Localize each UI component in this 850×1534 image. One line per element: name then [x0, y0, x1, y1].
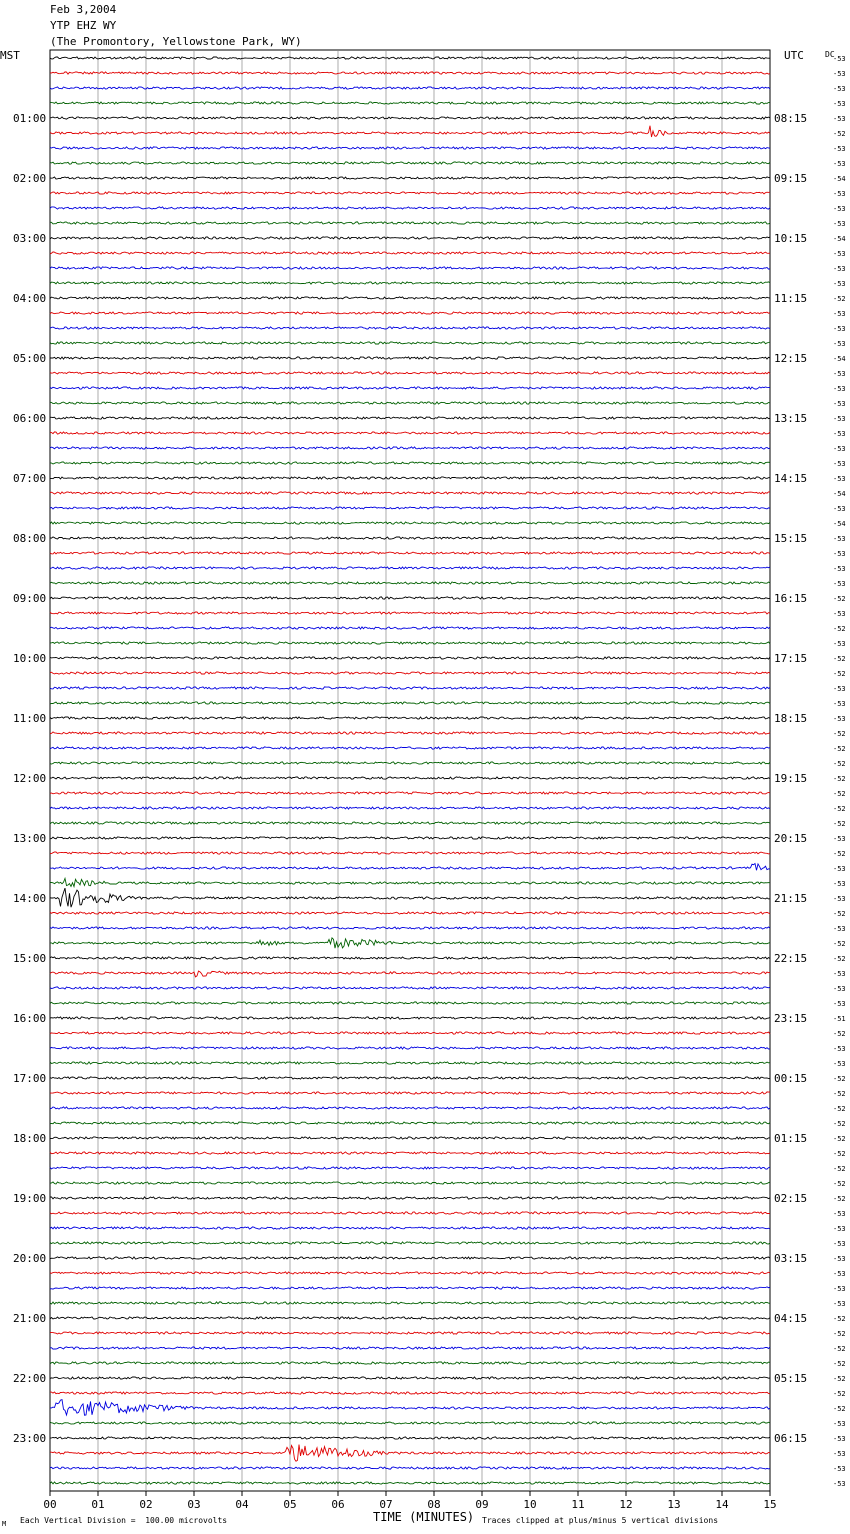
seismic-trace	[50, 477, 770, 479]
dc-offset-label: -53	[833, 445, 846, 453]
hour-label-mst: 22:00	[13, 1372, 47, 1385]
x-tick-label: 01	[91, 1498, 105, 1511]
x-tick-label: 15	[763, 1498, 777, 1511]
dc-offset-label: -52	[833, 955, 846, 963]
dc-offset-label: -54	[833, 175, 846, 183]
dc-offset-label: -53	[833, 370, 846, 378]
dc-offset-label: -52	[833, 295, 846, 303]
hour-label-utc: 12:15	[774, 352, 808, 365]
seismic-trace	[50, 1332, 770, 1334]
hour-label-mst: 17:00	[13, 1072, 47, 1085]
seismic-trace	[50, 387, 770, 389]
seismic-trace	[50, 372, 770, 374]
x-tick-label: 11	[571, 1498, 585, 1511]
hour-label-utc: 16:15	[774, 592, 808, 605]
dc-offset-label: -53	[833, 1045, 846, 1053]
dc-offset-label: -53	[833, 205, 846, 213]
seismic-trace	[50, 747, 770, 749]
hour-label-mst: 10:00	[13, 652, 47, 665]
seismic-trace	[50, 1347, 770, 1349]
seismic-trace	[50, 1287, 770, 1289]
dc-offset-label: -53	[833, 250, 846, 258]
dc-offset-label: -52	[833, 940, 846, 948]
dc-offset-label: -53	[833, 70, 846, 78]
hour-label-utc: 22:15	[774, 952, 808, 965]
x-tick-label: 04	[235, 1498, 249, 1511]
hour-label-mst: 02:00	[13, 172, 47, 185]
dc-offset-label: -52	[833, 625, 846, 633]
hour-label-utc: 03:15	[774, 1252, 808, 1265]
hour-label-mst: 05:00	[13, 352, 47, 365]
dc-offset-label: -52	[833, 820, 846, 828]
dc-offset-label: -53	[833, 880, 846, 888]
hour-label-mst: 18:00	[13, 1132, 47, 1145]
dc-offset-label: -52	[833, 1180, 846, 1188]
dc-offset-label: -52	[833, 595, 846, 603]
dc-offset-label: -53	[833, 190, 846, 198]
seismic-trace	[50, 417, 770, 419]
dc-offset-label: -52	[833, 775, 846, 783]
dc-offset-label: -52	[833, 1150, 846, 1158]
seismic-trace	[50, 1002, 770, 1004]
seismic-trace	[50, 1422, 770, 1424]
hour-label-mst: 12:00	[13, 772, 47, 785]
dc-offset-label: -53	[833, 835, 846, 843]
dc-offset-label: -53	[833, 1300, 846, 1308]
seismic-trace	[50, 126, 770, 137]
seismic-trace	[50, 597, 770, 599]
seismic-trace	[50, 1137, 770, 1139]
clip-note: Traces clipped at plus/minus 5 vertical divisions	[482, 1516, 719, 1525]
seismic-trace	[50, 762, 770, 764]
seismic-trace	[50, 342, 770, 344]
dc-offset-label: -53	[833, 1465, 846, 1473]
dc-offset-label: -53	[833, 1060, 846, 1068]
seismic-trace	[50, 1032, 770, 1034]
hour-label-utc: 18:15	[774, 712, 808, 725]
seismic-trace	[50, 1257, 770, 1259]
seismic-trace	[50, 912, 770, 914]
dc-label: DC	[825, 50, 835, 59]
seismic-trace	[50, 1400, 770, 1416]
seismic-trace	[50, 1467, 770, 1469]
dc-offset-label: -52	[833, 790, 846, 798]
x-tick-label: 14	[715, 1498, 729, 1511]
dc-offset-label: -52	[833, 1105, 846, 1113]
dc-offset-label: -52	[833, 1030, 846, 1038]
seismic-trace	[50, 447, 770, 449]
dc-offset-label: -52	[833, 1360, 846, 1368]
seismic-trace	[50, 1227, 770, 1229]
seismic-trace	[50, 1317, 770, 1319]
seismic-trace	[50, 612, 770, 614]
dc-offset-label: -52	[833, 1390, 846, 1398]
hour-label-utc: 19:15	[774, 772, 808, 785]
seismic-trace	[50, 237, 770, 239]
seismic-trace	[50, 1197, 770, 1199]
x-axis-title: TIME (MINUTES)	[373, 1510, 475, 1524]
dc-offset-label: -52	[833, 1120, 846, 1128]
hour-label-mst: 09:00	[13, 592, 47, 605]
dc-offset-label: -52	[833, 130, 846, 138]
dc-offset-label: -53	[833, 580, 846, 588]
seismic-trace	[50, 878, 770, 886]
dc-offset-label: -53	[833, 535, 846, 543]
hour-label-utc: 23:15	[774, 1012, 808, 1025]
x-tick-label: 12	[619, 1498, 633, 1511]
seismic-trace	[50, 864, 770, 871]
seismic-trace	[50, 852, 770, 854]
seismic-trace	[50, 252, 770, 254]
dc-offset-label: -53	[833, 925, 846, 933]
seismic-trace	[50, 777, 770, 779]
dc-offset-label: -52	[833, 1135, 846, 1143]
seismic-trace	[50, 971, 770, 977]
hour-label-mst: 08:00	[13, 532, 47, 545]
x-tick-label: 00	[43, 1498, 57, 1511]
seismic-trace	[50, 1377, 770, 1379]
dc-offset-label: -53	[833, 340, 846, 348]
seismic-trace	[50, 1392, 770, 1394]
hour-label-utc: 06:15	[774, 1432, 808, 1445]
dc-offset-label: -53	[833, 1420, 846, 1428]
seismic-trace	[50, 432, 770, 434]
dc-offset-label: -53	[833, 895, 846, 903]
dc-offset-label: -53	[833, 1255, 846, 1263]
dc-offset-label: -52	[833, 1165, 846, 1173]
plot-frame	[50, 50, 770, 1491]
x-tick-label: 06	[331, 1498, 345, 1511]
station-code: YTP EHZ WY	[50, 19, 117, 32]
x-tick-label: 10	[523, 1498, 537, 1511]
seismic-trace	[50, 507, 770, 509]
hour-label-mst: 07:00	[13, 472, 47, 485]
seismic-trace	[50, 117, 770, 119]
seismic-trace	[50, 1437, 770, 1439]
dc-offset-label: -52	[833, 1315, 846, 1323]
hour-label-utc: 20:15	[774, 832, 808, 845]
dc-offset-label: -53	[833, 715, 846, 723]
seismic-trace	[50, 938, 770, 948]
seismic-trace	[50, 177, 770, 179]
dc-offset-label: -53	[833, 265, 846, 273]
dc-offset-label: -53	[833, 1210, 846, 1218]
seismic-trace	[50, 888, 770, 907]
seismic-trace	[50, 207, 770, 209]
dc-offset-label: -54	[833, 490, 846, 498]
dc-offset-label: -52	[833, 730, 846, 738]
hour-label-utc: 14:15	[774, 472, 808, 485]
hour-label-utc: 21:15	[774, 892, 808, 905]
dc-offset-label: -52	[833, 850, 846, 858]
dc-offset-label: -53	[833, 970, 846, 978]
dc-offset-label: -53	[833, 1450, 846, 1458]
hour-label-mst: 11:00	[13, 712, 47, 725]
dc-offset-label: -52	[833, 910, 846, 918]
seismic-trace	[50, 522, 770, 524]
dc-offset-label: -52	[833, 1195, 846, 1203]
seismic-trace	[50, 1077, 770, 1079]
seismic-trace	[50, 222, 770, 224]
seismic-trace	[50, 582, 770, 584]
hour-label-utc: 00:15	[774, 1072, 808, 1085]
hour-label-mst: 13:00	[13, 832, 47, 845]
dc-offset-label: -53	[833, 700, 846, 708]
right-axis-label: UTC	[784, 49, 804, 62]
seismic-trace	[50, 657, 770, 659]
seismic-trace	[50, 552, 770, 554]
dc-offset-label: -51	[833, 1015, 846, 1023]
seismic-trace	[50, 837, 770, 839]
station-location: (The Promontory, Yellowstone Park, WY)	[50, 35, 302, 48]
x-tick-label: 07	[379, 1498, 393, 1511]
dc-offset-label: -53	[833, 430, 846, 438]
seismic-trace	[50, 1107, 770, 1109]
seismic-trace	[50, 807, 770, 809]
dc-offset-label: -54	[833, 235, 846, 243]
hour-label-mst: 01:00	[13, 112, 47, 125]
x-tick-label: 08	[427, 1498, 441, 1511]
seismic-trace	[50, 1272, 770, 1274]
seismic-trace	[50, 282, 770, 284]
seismic-trace	[50, 1092, 770, 1094]
seismic-trace	[50, 717, 770, 719]
hour-label-mst: 16:00	[13, 1012, 47, 1025]
seismic-trace	[50, 492, 770, 494]
dc-offset-label: -53	[833, 565, 846, 573]
seismic-trace	[50, 702, 770, 704]
seismic-trace	[50, 567, 770, 569]
seismic-trace	[50, 732, 770, 734]
seismic-trace	[50, 72, 770, 74]
dc-offset-label: -52	[833, 745, 846, 753]
dc-offset-label: -53	[833, 460, 846, 468]
seismic-trace	[50, 102, 770, 104]
dc-offset-label: -53	[833, 1270, 846, 1278]
hour-label-mst: 04:00	[13, 292, 47, 305]
seismic-trace	[50, 1047, 770, 1049]
seismic-trace	[50, 957, 770, 959]
dc-offset-label: -52	[833, 1075, 846, 1083]
dc-offset-label: -53	[833, 1435, 846, 1443]
seismic-trace	[50, 1167, 770, 1169]
seismic-trace	[50, 1302, 770, 1304]
plot-date: Feb 3,2004	[50, 3, 117, 16]
x-tick-label: 13	[667, 1498, 681, 1511]
seismic-trace	[50, 147, 770, 149]
dc-offset-label: -53	[833, 985, 846, 993]
seismic-trace	[50, 1182, 770, 1184]
dc-offset-label: -53	[833, 220, 846, 228]
dc-offset-label: -54	[833, 355, 846, 363]
hour-label-utc: 11:15	[774, 292, 808, 305]
dc-offset-label: -53	[833, 640, 846, 648]
dc-offset-label: -53	[833, 1000, 846, 1008]
hour-label-utc: 10:15	[774, 232, 808, 245]
dc-offset-label: -53	[833, 160, 846, 168]
dc-offset-label: -52	[833, 805, 846, 813]
dc-offset-label: -53	[833, 100, 846, 108]
seismic-trace	[50, 1445, 770, 1462]
dc-offset-label: -53	[833, 475, 846, 483]
hour-label-mst: 14:00	[13, 892, 47, 905]
dc-offset-label: -53	[833, 865, 846, 873]
dc-offset-label: -53	[833, 385, 846, 393]
hour-label-utc: 15:15	[774, 532, 808, 545]
seismic-trace	[50, 1122, 770, 1124]
hour-label-mst: 21:00	[13, 1312, 47, 1325]
seismic-trace	[50, 327, 770, 329]
dc-offset-label: -53	[833, 1225, 846, 1233]
dc-offset-label: -52	[833, 1405, 846, 1413]
seismic-trace	[50, 927, 770, 929]
corner-mark: M	[2, 1520, 7, 1528]
dc-offset-label: -52	[833, 1345, 846, 1353]
seismic-trace	[50, 642, 770, 644]
x-tick-label: 02	[139, 1498, 153, 1511]
seismic-trace	[50, 1017, 770, 1019]
dc-offset-label: -53	[833, 325, 846, 333]
seismic-trace	[50, 297, 770, 299]
dc-offset-label: -53	[833, 1480, 846, 1488]
seismic-trace	[50, 162, 770, 164]
seismic-trace	[50, 537, 770, 539]
dc-offset-label: -53	[833, 400, 846, 408]
seismic-trace	[50, 987, 770, 989]
dc-offset-label: -53	[833, 505, 846, 513]
hour-label-utc: 08:15	[774, 112, 808, 125]
dc-offset-label: -53	[833, 85, 846, 93]
dc-offset-label: -52	[833, 670, 846, 678]
dc-offset-label: -52	[833, 655, 846, 663]
seismic-trace	[50, 312, 770, 314]
seismic-trace	[50, 822, 770, 824]
seismic-trace	[50, 1212, 770, 1214]
hour-label-mst: 03:00	[13, 232, 47, 245]
hour-label-utc: 13:15	[774, 412, 808, 425]
dc-offset-label: -53	[833, 1285, 846, 1293]
hour-label-mst: 20:00	[13, 1252, 47, 1265]
seismic-trace	[50, 1152, 770, 1154]
seismic-trace	[50, 462, 770, 464]
dc-offset-label: -52	[833, 1375, 846, 1383]
dc-offset-label: -54	[833, 520, 846, 528]
x-tick-label: 05	[283, 1498, 297, 1511]
dc-offset-label: -53	[833, 685, 846, 693]
seismic-trace	[50, 267, 770, 269]
dc-offset-label: -52	[833, 760, 846, 768]
dc-offset-label: -52	[833, 1330, 846, 1338]
hour-label-utc: 17:15	[774, 652, 808, 665]
dc-offset-label: -53	[833, 280, 846, 288]
dc-offset-label: -53	[833, 550, 846, 558]
hour-label-utc: 04:15	[774, 1312, 808, 1325]
dc-offset-label: -53	[833, 610, 846, 618]
seismic-trace	[50, 1062, 770, 1064]
left-axis-label: MST	[0, 49, 20, 62]
dc-offset-label: -53	[833, 115, 846, 123]
seismic-trace	[50, 402, 770, 404]
hour-label-mst: 06:00	[13, 412, 47, 425]
seismic-trace	[50, 792, 770, 794]
seismic-trace	[50, 357, 770, 359]
seismic-trace	[50, 672, 770, 674]
dc-offset-label: -53	[833, 415, 846, 423]
dc-offset-label: -53	[833, 145, 846, 153]
dc-offset-label: -53	[833, 1240, 846, 1248]
seismic-trace	[50, 192, 770, 194]
seismic-trace	[50, 87, 770, 89]
dc-offset-label: -53	[833, 55, 846, 63]
hour-label-mst: 23:00	[13, 1432, 47, 1445]
dc-offset-label: -53	[833, 310, 846, 318]
hour-label-utc: 02:15	[774, 1192, 808, 1205]
scale-note: Each Vertical Division = 100.00 microvolts	[20, 1516, 228, 1525]
seismic-trace	[50, 1482, 770, 1484]
seismic-trace	[50, 57, 770, 59]
seismic-trace	[50, 1362, 770, 1364]
x-tick-label: 03	[187, 1498, 201, 1511]
x-tick-label: 09	[475, 1498, 489, 1511]
hour-label-utc: 09:15	[774, 172, 808, 185]
hour-label-utc: 05:15	[774, 1372, 808, 1385]
hour-label-utc: 01:15	[774, 1132, 808, 1145]
hour-label-mst: 19:00	[13, 1192, 47, 1205]
dc-offset-label: -52	[833, 1090, 846, 1098]
seismic-trace	[50, 687, 770, 689]
seismic-trace	[50, 1242, 770, 1244]
hour-label-mst: 15:00	[13, 952, 47, 965]
seismic-trace	[50, 627, 770, 629]
